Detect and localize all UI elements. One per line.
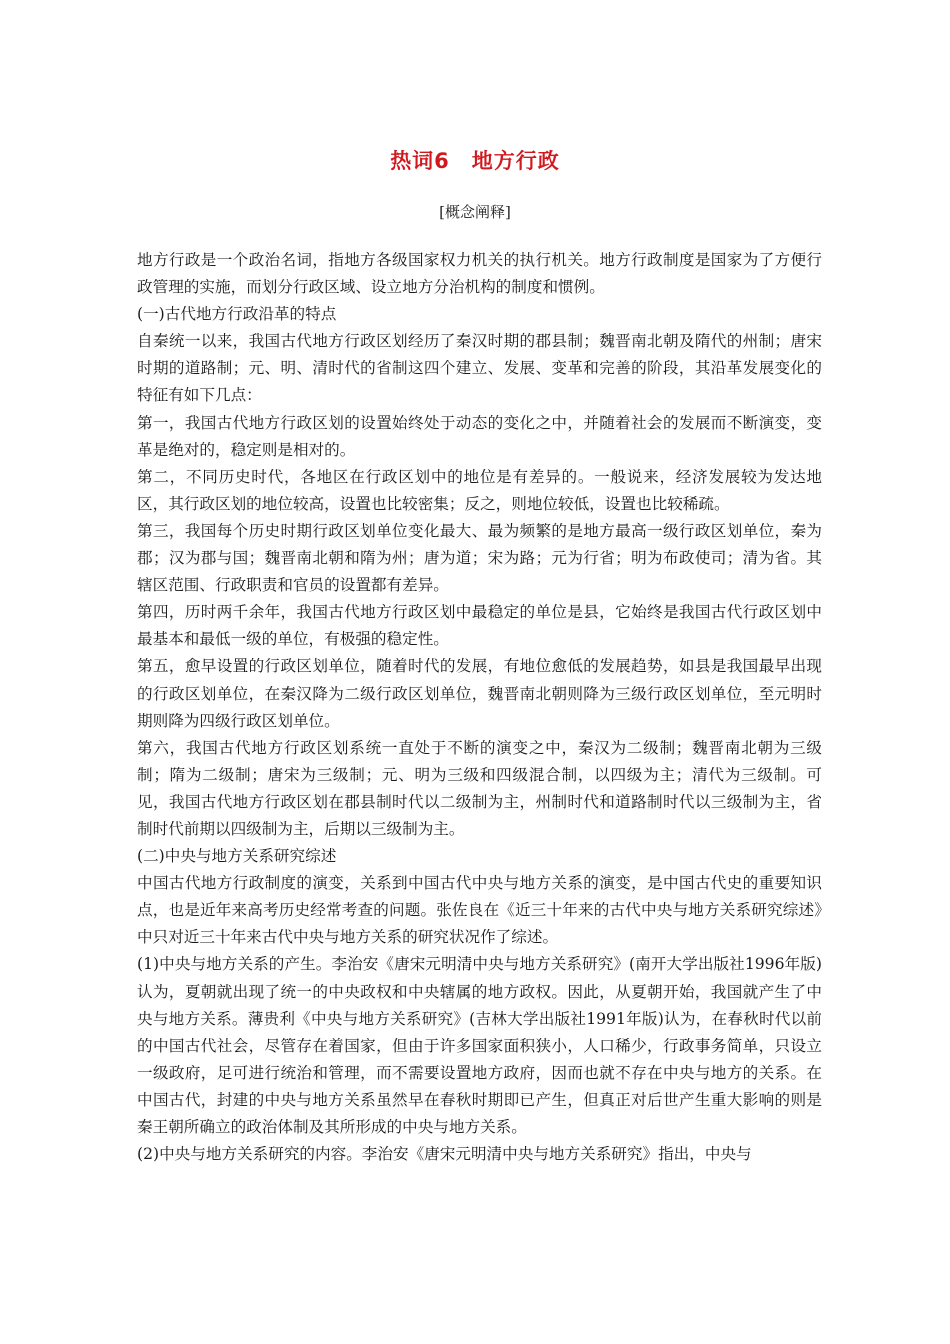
paragraph: 第三，我国每个历史时期行政区划单位变化最大、最为频繁的是地方最高一级行政区划单位，秦为郡；汉为郡与国；魏晋南北朝和隋为州；唐为道；宋为路；元为行省；明为布政使司；清为省。其辖区范围、行政职责和官员的设置都有差异。 bbox=[137, 521, 822, 595]
paragraph: (2)中央与地方关系研究的内容。李治安《唐宋元明清中央与地方关系研究》指出，中央与 bbox=[137, 1145, 752, 1164]
paragraph: 第五，愈早设置的行政区划单位，随着时代的发展，有地位愈低的发展趋势，如县是我国最早出现的行政区划单位，在秦汉降为二级行政区划单位，魏晋南北朝则降为三级行政区划单位，至元明时期则降为四级行政区划单位。 bbox=[137, 657, 822, 730]
paragraph: 中国古代地方行政制度的演变，关系到中国古代中央与地方关系的演变，是中国古代史的重要知识点，也是近年来高考历史经常考查的问题。张佐良在《近三十年来的古代中央与地方关系研究综述》中只对近三十年来古代中央与地方关系的研究状况作了综述。 bbox=[137, 874, 822, 947]
intro-paragraph: 地方行政是一个政治名词，指地方各级国家权力机关的执行机关。地方行政制度是国家为了方便行政管理的实施，而划分行政区域、设立地方分治机构的制度和惯例。 bbox=[137, 251, 822, 297]
paragraph: (1)中央与地方关系的产生。李治安《唐宋元明清中央与地方关系研究》(南开大学出版社1996年版)认为，夏朝就出现了统一的中央政权和中央辖属的地方政权。因此，从夏朝开始，我国就产生了中央与地方关系。薄贵利《中央与地方关系研究》(吉林大学出版社1991年版)认为，在春秋时代以前的中国古代社会，尽管存在着国家，但由于许多国家面积狭小，人口稀少，行政事务简单，只设立一级政府，足可进行统治和管理，而不需要设置地方政府，因而也就不存在中央与地方的关系。在中国古代，封建的中央与地方关系虽然早在春秋时期即已产生，但真正对后世产生重大影响的则是秦王朝所确立的政治体制及其所形成的中央与地方关系。 bbox=[137, 955, 822, 1136]
section-heading-1: (一)古代地方行政沿革的特点 bbox=[137, 305, 337, 324]
paragraph: 第一，我国古代地方行政区划的设置始终处于动态的变化之中，并随着社会的发展而不断演变，变革是绝对的，稳定则是相对的。 bbox=[137, 413, 822, 459]
section-heading-2: (二)中央与地方关系研究综述 bbox=[137, 847, 337, 866]
section-label: [概念阐释] bbox=[439, 203, 511, 221]
paragraph: 第四，历时两千余年，我国古代地方行政区划中最稳定的单位是县，它始终是我国古代行政区划中最基本和最低一级的单位，有极强的稳定性。 bbox=[137, 603, 822, 649]
paragraph: 第六，我国古代地方行政区划系统一直处于不断的演变之中，秦汉为二级制；魏晋南北朝为三级制；隋为二级制；唐宋为三级制；元、明为三级和四级混合制，以四级为主；清代为三级制。可见，我国古代地方行政区划在郡县制时代以二级制为主，州制时代和道路制时代以三级制为主，省制时代前期以四级制为主，后期以三级制为主。 bbox=[137, 738, 822, 838]
paragraph: 第二，不同历史时代，各地区在行政区划中的地位是有差异的。一般说来，经济发展较为发达地区，其行政区划的地位较高，设置也比较密集；反之，则地位较低，设置也比较稀疏。 bbox=[137, 467, 822, 513]
page-title: 热词6 地方行政 bbox=[390, 149, 560, 173]
document-body bbox=[137, 247, 822, 1168]
paragraph: 自秦统一以来，我国古代地方行政区划经历了秦汉时期的郡县制；魏晋南北朝及隋代的州制；唐宋时期的道路制；元、明、清时代的省制这四个建立、发展、变革和完善的阶段，其沿革发展变化的特征有如下几点： bbox=[137, 332, 822, 405]
